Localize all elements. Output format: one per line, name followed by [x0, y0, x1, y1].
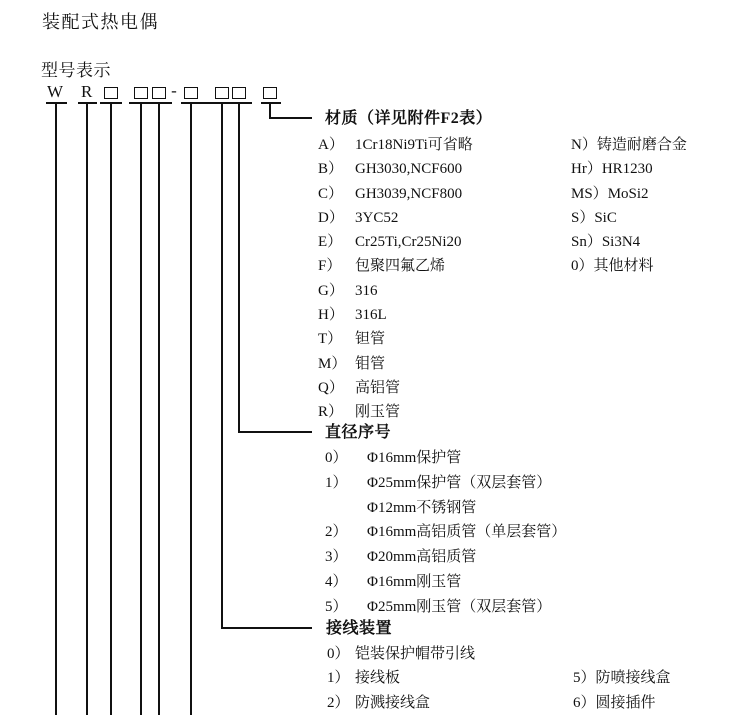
- connector-line: [238, 104, 240, 433]
- list-item: [325, 496, 566, 521]
- code-box: [263, 87, 277, 99]
- item-text: 接线板: [355, 670, 401, 687]
- code-box: [215, 87, 229, 99]
- code-letter-w: W: [47, 82, 64, 101]
- item-key: E）: [318, 234, 343, 251]
- item-right-text: HR1230: [601, 161, 653, 178]
- code-box: [104, 87, 118, 99]
- list-item: [325, 595, 566, 620]
- list-item: [318, 133, 687, 157]
- list-item: [318, 254, 654, 278]
- item-text: 3YC52: [355, 209, 399, 226]
- item-text: 高铝管: [355, 379, 401, 396]
- item-text: 防溅接线盒: [355, 694, 431, 711]
- list-item: [325, 570, 566, 595]
- item-text: Φ16mm高铝质管（单层套管）: [367, 524, 567, 541]
- item-right-key: MS）: [571, 185, 608, 202]
- junction-section-heading: 接线装置: [326, 620, 393, 637]
- list-item: [318, 206, 617, 230]
- item-right: [571, 206, 617, 230]
- list-item: [325, 446, 566, 471]
- list-item: [318, 376, 473, 400]
- item-text: 刚玉管: [355, 404, 401, 421]
- item-text: 铠装保护帽带引线: [355, 646, 476, 662]
- list-item: [318, 157, 653, 181]
- item-right: [571, 182, 649, 206]
- connector-line-diameter: [238, 431, 312, 433]
- item-right: [571, 133, 687, 157]
- item-key: 0）: [327, 646, 350, 662]
- list-item: [327, 642, 475, 666]
- item-text: 包聚四氟乙烯: [355, 258, 446, 275]
- item-key: C）: [318, 185, 344, 202]
- item-text: Φ12mm不锈钢管: [367, 499, 477, 516]
- code-box: [232, 87, 246, 99]
- connector-line: [221, 104, 223, 629]
- item-key: 1）: [327, 670, 350, 687]
- item-key: 2）: [325, 524, 348, 541]
- list-item: [325, 471, 566, 496]
- connector-line: [140, 104, 142, 715]
- connector-line-junction: [221, 627, 312, 629]
- item-text: Cr25Ti,Cr25Ni20: [355, 234, 462, 251]
- diameter-list: [325, 446, 566, 620]
- item-right-key: S）: [571, 209, 595, 226]
- item-key: 2）: [327, 694, 350, 711]
- item-right-text: Si3N4: [601, 234, 641, 251]
- junction-list: [327, 642, 671, 715]
- code-box: [134, 87, 148, 99]
- item-text: 316: [355, 282, 378, 299]
- item-right: [573, 691, 656, 715]
- item-right: [571, 254, 654, 278]
- item-right-key: Sn）: [571, 234, 602, 251]
- connector-line-material: [269, 117, 312, 119]
- diameter-section-heading: 直径序号: [325, 424, 392, 441]
- code-box: [184, 87, 198, 99]
- item-key: Q）: [318, 379, 344, 396]
- list-item: [318, 352, 473, 376]
- code-dash: -: [171, 81, 177, 100]
- item-right-text: 铸造耐磨合金: [596, 137, 687, 153]
- list-item: [318, 400, 473, 424]
- connector-line: [190, 104, 192, 715]
- item-right-key: N）: [571, 137, 597, 153]
- item-text: Φ25mm保护管（双层套管）: [367, 474, 552, 491]
- item-right-text: 其他材料: [593, 258, 654, 275]
- list-item: [327, 666, 671, 690]
- item-key: 0）: [325, 450, 348, 466]
- list-item: [318, 182, 649, 206]
- item-right: [571, 230, 640, 254]
- list-item: [318, 327, 473, 351]
- item-key: H）: [318, 307, 344, 324]
- item-key: D）: [318, 209, 344, 226]
- item-key: T）: [318, 331, 343, 348]
- connector-line: [86, 104, 88, 715]
- item-right-key: Hr）: [571, 161, 602, 178]
- item-right-text: 防喷接线盒: [595, 670, 671, 687]
- item-right-key: 6）: [573, 694, 596, 711]
- item-key: R）: [318, 404, 344, 421]
- item-key: M）: [318, 355, 347, 372]
- item-key: 4）: [325, 573, 348, 590]
- item-text: 钼管: [355, 355, 386, 372]
- item-key: F）: [318, 258, 342, 275]
- item-text: Φ20mm高铝质管: [367, 549, 477, 566]
- material-section-heading: 材质（详见附件F2表）: [325, 110, 493, 127]
- item-key: G）: [318, 282, 344, 299]
- item-text: Φ25mm刚玉管（双层套管）: [367, 598, 552, 615]
- material-list: [318, 133, 687, 425]
- connector-line: [158, 104, 160, 715]
- list-item: [318, 303, 473, 327]
- item-key: B）: [318, 161, 344, 178]
- list-item: [327, 691, 656, 715]
- item-text: GH3030,NCF600: [355, 161, 463, 178]
- item-right-text: 圆接插件: [595, 694, 656, 711]
- item-right-text: MoSi2: [607, 185, 649, 202]
- item-text: GH3039,NCF800: [355, 185, 463, 202]
- list-item: [318, 279, 473, 303]
- item-right-key: 5）: [573, 670, 596, 687]
- connector-line: [55, 104, 57, 715]
- item-text: Φ16mm保护管: [367, 450, 462, 466]
- item-right-text: SiC: [594, 209, 617, 226]
- item-text: 1Cr18Ni9Ti可省略: [355, 137, 473, 153]
- item-text: Φ16mm刚玉管: [367, 573, 462, 590]
- item-key: A）: [318, 137, 344, 153]
- connector-line: [110, 104, 112, 715]
- item-right: [573, 666, 671, 690]
- list-item: [325, 545, 566, 570]
- code-underline: [129, 102, 172, 104]
- model-designation-label: 型号表示: [41, 61, 111, 80]
- item-text: 316L: [355, 307, 387, 324]
- item-right: [571, 157, 653, 181]
- page-title: 装配式热电偶: [42, 12, 159, 32]
- item-key: 1）: [325, 474, 348, 491]
- item-key: 3）: [325, 549, 348, 566]
- list-item: [325, 520, 566, 545]
- item-right-key: 0）: [571, 258, 594, 275]
- code-underline: [261, 102, 281, 104]
- list-item: [318, 230, 641, 254]
- code-box: [152, 87, 166, 99]
- item-key: 5）: [325, 598, 348, 615]
- item-text: 钽管: [355, 331, 386, 348]
- code-letter-r: R: [81, 82, 93, 101]
